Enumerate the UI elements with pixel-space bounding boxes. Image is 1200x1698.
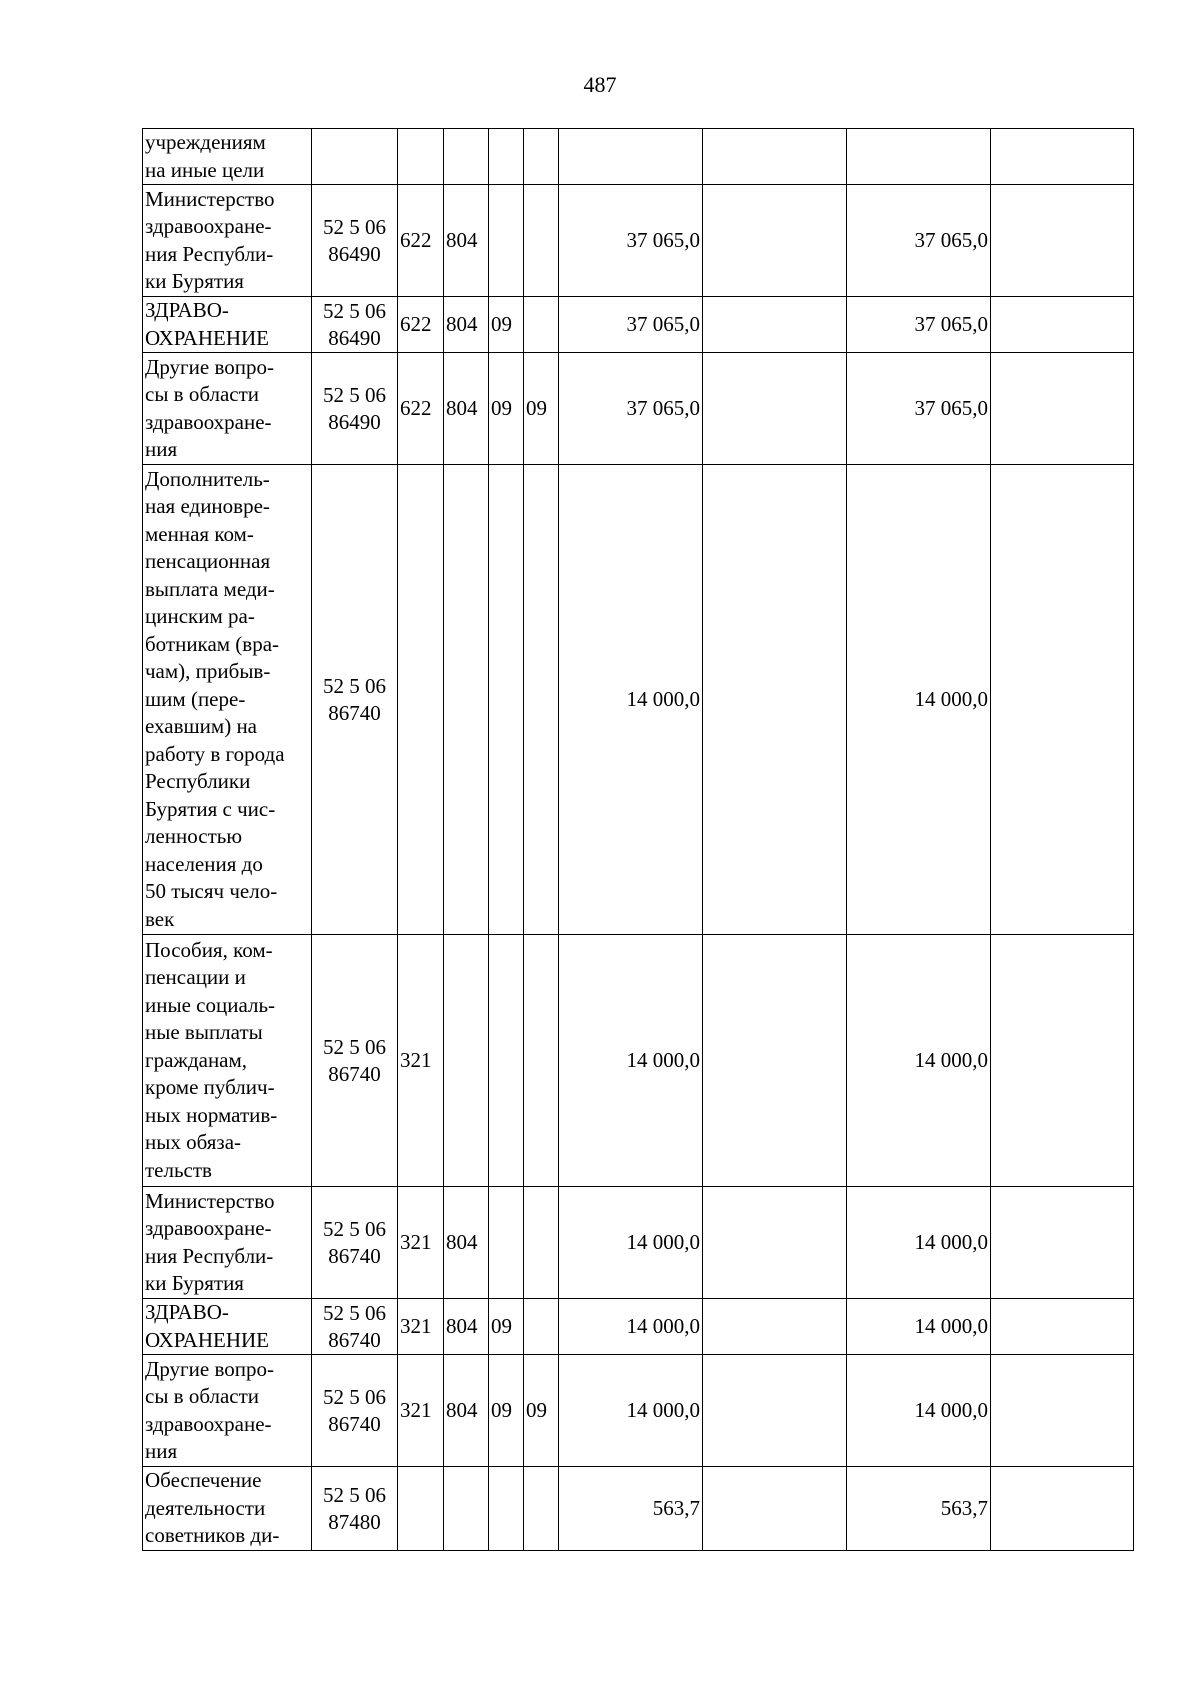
row-subsection xyxy=(524,1187,559,1299)
row-expense-type: 321 xyxy=(398,1299,444,1355)
row-name xyxy=(143,465,312,935)
row-name-line: шим (пере- xyxy=(145,686,246,711)
row-grbs-code: 804 xyxy=(444,1187,489,1299)
row-name-line: советников ди- xyxy=(145,1523,280,1548)
row-target-article xyxy=(312,129,398,185)
row-amount-1: 14 000,0 xyxy=(559,1355,703,1467)
row-amount-3: 14 000,0 xyxy=(847,465,991,935)
row-amount-4 xyxy=(991,129,1134,185)
row-target-article-line: 86740 xyxy=(328,1061,381,1086)
row-name-line: ехавшим) на xyxy=(145,714,258,739)
row-section xyxy=(489,129,524,185)
table-row xyxy=(143,129,1134,185)
row-name-line: здравоохране- xyxy=(145,1216,272,1240)
row-amount-2 xyxy=(703,1355,847,1467)
row-target-article-line: 52 5 06 xyxy=(323,1216,386,1241)
row-amount-3: 14 000,0 xyxy=(847,1187,991,1299)
row-name-line: ОХРАНЕНИЕ xyxy=(145,325,270,350)
row-subsection xyxy=(524,1299,559,1355)
row-amount-2 xyxy=(703,1299,847,1355)
row-name-line: работу в города xyxy=(145,741,285,766)
row-amount-4 xyxy=(991,1467,1134,1551)
row-name-line: ки Бурятия xyxy=(145,269,244,293)
row-target-article-line: 52 5 06 xyxy=(323,1482,386,1507)
row-amount-3: 14 000,0 xyxy=(847,935,991,1187)
row-target-article xyxy=(312,353,398,465)
row-name-line: ных норматив- xyxy=(145,1102,278,1127)
row-name xyxy=(143,129,312,185)
row-target-article-line: 52 5 06 xyxy=(323,673,386,698)
row-name-line: ных обяза- xyxy=(145,1130,242,1155)
row-target-article xyxy=(312,1355,398,1467)
row-name-line: выплата меди- xyxy=(145,576,275,601)
row-amount-4 xyxy=(991,1355,1134,1467)
row-section: 09 xyxy=(489,1355,524,1467)
row-name-line: Другие вопро- xyxy=(145,354,274,379)
table-row xyxy=(143,935,1134,1187)
table-row xyxy=(143,1355,1134,1467)
row-target-article-line: 52 5 06 xyxy=(323,214,386,239)
row-amount-3 xyxy=(847,129,991,185)
row-amount-2 xyxy=(703,465,847,935)
table-row xyxy=(143,185,1134,297)
row-expense-type: 622 xyxy=(398,297,444,353)
row-section xyxy=(489,1187,524,1299)
row-name-line: населения до xyxy=(145,851,263,876)
table-row xyxy=(143,465,1134,935)
row-amount-1: 14 000,0 xyxy=(559,1299,703,1355)
row-target-article-line: 52 5 06 xyxy=(323,382,386,407)
row-amount-2 xyxy=(703,935,847,1187)
row-expense-type: 622 xyxy=(398,185,444,297)
row-target-article-line: 52 5 06 xyxy=(323,1300,386,1325)
row-name-line: деятельности xyxy=(145,1495,266,1520)
row-target-article-line: 87480 xyxy=(328,1509,381,1534)
row-section: 09 xyxy=(489,353,524,465)
row-name-line: здравоохране- xyxy=(145,214,272,238)
row-name-line: сы в области xyxy=(145,1384,260,1408)
table-body xyxy=(143,129,1134,1551)
row-amount-3: 37 065,0 xyxy=(847,185,991,297)
row-name-line: ботникам (вра- xyxy=(145,631,280,656)
row-amount-4 xyxy=(991,465,1134,935)
row-name-line: Министерство xyxy=(145,1188,275,1213)
row-section xyxy=(489,185,524,297)
row-name xyxy=(143,1355,312,1467)
row-expense-type xyxy=(398,465,444,935)
row-expense-type: 622 xyxy=(398,353,444,465)
row-name xyxy=(143,185,312,297)
row-name-line: ния xyxy=(145,1439,178,1463)
row-subsection xyxy=(524,465,559,935)
row-name-line: пенсационная xyxy=(145,549,271,574)
row-target-article xyxy=(312,465,398,935)
row-subsection: 09 xyxy=(524,1355,559,1467)
row-expense-type: 321 xyxy=(398,1187,444,1299)
row-target-article xyxy=(312,1187,398,1299)
row-amount-2 xyxy=(703,297,847,353)
row-grbs-code: 804 xyxy=(444,353,489,465)
budget-table xyxy=(142,128,1134,1551)
row-amount-1: 37 065,0 xyxy=(559,297,703,353)
row-name xyxy=(143,935,312,1187)
table-row xyxy=(143,297,1134,353)
row-name-line: Министерство xyxy=(145,186,275,211)
row-section: 09 xyxy=(489,1299,524,1355)
table-row xyxy=(143,1467,1134,1551)
row-name-line: ленностью xyxy=(145,824,243,849)
row-grbs-code xyxy=(444,1467,489,1551)
row-target-article-line: 52 5 06 xyxy=(323,298,386,323)
row-target-article-line: 86740 xyxy=(328,1327,381,1352)
table-row xyxy=(143,353,1134,465)
row-amount-3: 14 000,0 xyxy=(847,1299,991,1355)
row-amount-4 xyxy=(991,297,1134,353)
row-name-line: 50 тысяч чело- xyxy=(145,879,278,904)
row-amount-2 xyxy=(703,353,847,465)
row-amount-3: 563,7 xyxy=(847,1467,991,1551)
row-name-line: ЗДРАВО- xyxy=(145,1300,229,1324)
row-subsection: 09 xyxy=(524,353,559,465)
row-name-line: Республики xyxy=(145,769,251,794)
row-name-line: чам), прибыв- xyxy=(145,659,271,684)
row-amount-3: 37 065,0 xyxy=(847,297,991,353)
row-amount-1: 14 000,0 xyxy=(559,1187,703,1299)
row-amount-4 xyxy=(991,935,1134,1187)
row-subsection xyxy=(524,129,559,185)
row-target-article xyxy=(312,935,398,1187)
row-amount-1: 37 065,0 xyxy=(559,353,703,465)
row-name-line: век xyxy=(145,906,175,931)
row-target-article-line: 86740 xyxy=(328,1411,381,1436)
row-name-line: гражданам, xyxy=(145,1047,248,1072)
row-name-line: Обеспечение xyxy=(145,1468,262,1493)
row-expense-type: 321 xyxy=(398,1355,444,1467)
row-name-line: ная единовре- xyxy=(145,494,270,519)
row-target-article-line: 52 5 06 xyxy=(323,1384,386,1409)
row-grbs-code: 804 xyxy=(444,1355,489,1467)
row-grbs-code xyxy=(444,935,489,1187)
row-target-article xyxy=(312,1299,398,1355)
row-name-line: сы в области xyxy=(145,382,260,406)
row-name-line: цинским ра- xyxy=(145,604,255,629)
row-name-line: здравоохране- xyxy=(145,1411,272,1436)
row-amount-1: 37 065,0 xyxy=(559,185,703,297)
row-amount-1 xyxy=(559,129,703,185)
row-amount-4 xyxy=(991,185,1134,297)
row-target-article-line: 86490 xyxy=(328,241,381,266)
page-number: 487 xyxy=(583,72,617,97)
row-name-line: Бурятия с чис- xyxy=(145,796,276,821)
row-amount-1: 563,7 xyxy=(559,1467,703,1551)
row-name-line: ния Республи- xyxy=(145,241,274,266)
row-expense-type: 321 xyxy=(398,935,444,1187)
row-name-line: ки Бурятия xyxy=(145,1271,244,1295)
row-grbs-code: 804 xyxy=(444,1299,489,1355)
row-name-line: Пособия, ком- xyxy=(145,937,273,962)
row-subsection xyxy=(524,297,559,353)
row-amount-2 xyxy=(703,1187,847,1299)
row-name-line: ные выплаты xyxy=(145,1020,263,1045)
row-target-article-line: 86490 xyxy=(328,325,381,350)
row-name xyxy=(143,1299,312,1355)
row-amount-2 xyxy=(703,1467,847,1551)
row-section xyxy=(489,1467,524,1551)
row-name xyxy=(143,353,312,465)
row-amount-4 xyxy=(991,1187,1134,1299)
row-amount-4 xyxy=(991,353,1134,465)
row-expense-type xyxy=(398,1467,444,1551)
row-name-line: тельств xyxy=(145,1157,212,1182)
row-grbs-code: 804 xyxy=(444,297,489,353)
row-target-article-line: 52 5 06 xyxy=(323,1034,386,1059)
row-amount-4 xyxy=(991,1299,1134,1355)
row-name-line: здравоохране- xyxy=(145,409,272,434)
row-target-article-line: 86490 xyxy=(328,409,381,434)
row-amount-2 xyxy=(703,129,847,185)
row-amount-1: 14 000,0 xyxy=(559,935,703,1187)
table-row xyxy=(143,1299,1134,1355)
row-name-line: на иные цели xyxy=(145,157,265,182)
row-amount-1: 14 000,0 xyxy=(559,465,703,935)
row-subsection xyxy=(524,185,559,297)
row-amount-2 xyxy=(703,185,847,297)
row-name-line: кроме публич- xyxy=(145,1075,275,1100)
row-name-line: учреждениям xyxy=(145,130,266,154)
row-amount-3: 14 000,0 xyxy=(847,1355,991,1467)
table-row xyxy=(143,1187,1134,1299)
row-name-line: ния Республи- xyxy=(145,1243,274,1268)
row-amount-3: 37 065,0 xyxy=(847,353,991,465)
row-name-line: Дополнитель- xyxy=(145,466,270,491)
row-name-line: менная ком- xyxy=(145,521,254,546)
row-name-line: ОХРАНЕНИЕ xyxy=(145,1327,270,1352)
row-name-line: пенсации и xyxy=(145,965,246,990)
row-name xyxy=(143,297,312,353)
row-grbs-code: 804 xyxy=(444,185,489,297)
row-target-article xyxy=(312,1467,398,1551)
row-name xyxy=(143,1187,312,1299)
row-target-article xyxy=(312,297,398,353)
row-expense-type xyxy=(398,129,444,185)
row-name-line: ния xyxy=(145,437,178,461)
row-subsection xyxy=(524,1467,559,1551)
row-target-article-line: 86740 xyxy=(328,700,381,725)
row-target-article-line: 86740 xyxy=(328,1243,381,1268)
row-name xyxy=(143,1467,312,1551)
row-section xyxy=(489,935,524,1187)
row-grbs-code xyxy=(444,129,489,185)
row-section xyxy=(489,465,524,935)
row-subsection xyxy=(524,935,559,1187)
row-name-line: ЗДРАВО- xyxy=(145,298,229,322)
row-name-line: Другие вопро- xyxy=(145,1356,274,1381)
row-name-line: иные социаль- xyxy=(145,992,276,1017)
row-section: 09 xyxy=(489,297,524,353)
row-grbs-code xyxy=(444,465,489,935)
row-target-article xyxy=(312,185,398,297)
